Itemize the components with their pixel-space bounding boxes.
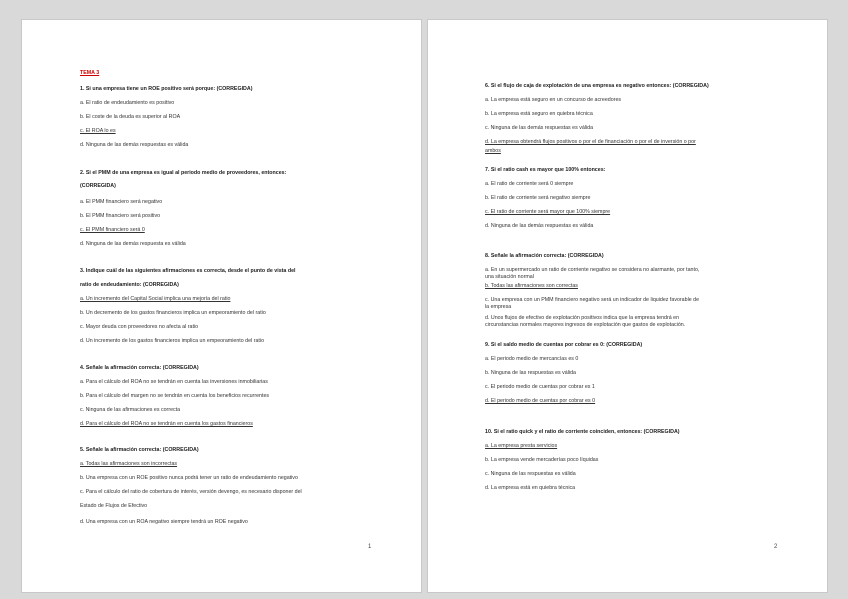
text-line: d. Ninguna de las demás respuestas es válida: [80, 142, 189, 148]
text-line: a. La empresa presta servicios: [485, 443, 558, 449]
text-line: b. El coste de la deuda es superior al ROA: [80, 114, 181, 120]
text-line: b. La empresa vende mercaderías poco líquidas: [485, 457, 599, 463]
text-line: 4. Señale la afirmación correcta: (CORREGIDA): [80, 365, 199, 371]
text-line: c. Ninguna de las demás respuestas es válida: [485, 125, 594, 131]
text-line: d. Ninguna de las demás respuesta es válida: [80, 241, 186, 247]
text-line: c. Una empresa con un PMM financiero negativo será un indicador de liquidez favorable de: [485, 297, 700, 303]
text-line: una situación normal: [485, 274, 534, 280]
text-line: b. Para el cálculo del margen no se tendrán en cuenta los beneficios recurrentes: [80, 393, 270, 399]
text-line: b. El ratio de corriente será negativo siempre: [485, 195, 591, 201]
text-line: a. Un incremento del Capital Social implica una mejoría del ratio: [80, 296, 231, 302]
text-line: c. El ratio de corriente será mayor que 100% siempre: [485, 209, 611, 215]
text-line: b. Ninguna de las respuestas es válida: [485, 370, 576, 376]
text-line: b. La empresa está seguro en quiebra técnica: [485, 111, 593, 117]
text-line: la empresa: [485, 304, 512, 310]
text-line: c. Para el cálculo del ratio de cobertura de interés, versión devengo, es necesario disponer del: [80, 489, 302, 495]
document-page-1: [21, 19, 422, 593]
text-line: 8. Señale la afirmación correcta: (CORREGIDA): [485, 253, 604, 259]
text-line: Estado de Flujos de Efectivo: [80, 503, 148, 509]
text-line: 7. Si el ratio cash es mayor que 100% entonces:: [485, 167, 606, 173]
page-1-content: [22, 20, 421, 592]
text-line: b. Una empresa con un ROE positivo nunca podrá tener un ratio de endeudamiento negativo: [80, 475, 298, 481]
page-number: 1: [368, 544, 372, 550]
document-page-2: [427, 19, 828, 593]
text-line: a. En un supermercado un ratio de corriente negativo se considera no alarmante, por tanto,: [485, 267, 700, 273]
text-line: c. El PMM financiero será 0: [80, 227, 145, 233]
text-line: a. Todas las afirmaciones son incorrectas: [80, 461, 178, 467]
text-line: 1. Si una empresa tiene un ROE positivo será porque: (CORREGIDA): [80, 86, 253, 92]
text-line: ambos: [485, 148, 501, 154]
text-line: d. Ninguna de las demás respuestas es válida: [485, 223, 594, 229]
text-line: a. Para el cálculo del ROA no se tendrán en cuenta las inversiones inmobiliarias: [80, 379, 268, 385]
text-line: c. El ROA lo es: [80, 128, 116, 134]
text-line: d. Unos flujos de efectivo de explotación positivos indica que la empresa tendrá en: [485, 315, 680, 321]
text-line: a. La empresa está seguro en un concurso de acreedores: [485, 97, 622, 103]
text-line: d. La empresa está en quiebra técnica: [485, 485, 576, 491]
text-line: 3. Indique cuál de las siguientes afirmaciones es correcta, desde el punto de vista del: [80, 268, 296, 274]
text-line: b. Todas las afirmaciones son correctas: [485, 283, 578, 289]
text-line: a. El ratio de endeudamiento es positivo: [80, 100, 175, 106]
text-line: 6. Si el flujo de caja de explotación de una empresa es negativo entonces: (CORREGIDA): [485, 83, 709, 89]
text-line: c. Mayor deuda con proveedores no afecta al ratio: [80, 324, 199, 330]
text-line: circunstancias normales mayores ingresos de explotación que gastos de explotación.: [485, 322, 686, 328]
text-line: d. Un incremento de los gastos financieros implica un empeoramiento del ratio: [80, 338, 265, 344]
text-line: a. El ratio de corriente será 0 siempre: [485, 181, 574, 187]
text-line: 9. Si el saldo medio de cuentas por cobrar es 0: (CORREGIDA): [485, 342, 643, 348]
text-line: d. La empresa obtendrá flujos positivos o por el de financiación o por el de inversión o por: [485, 139, 696, 145]
text-line: (CORREGIDA): [80, 183, 116, 189]
text-line: c. Ninguna de las respuestas es válida: [485, 471, 576, 477]
text-line: 5. Señale la afirmación correcta: (CORREGIDA): [80, 447, 199, 453]
text-line: d. Una empresa con un ROA negativo siempre tendrá un ROE negativo: [80, 519, 248, 525]
text-line: a. El PMM financiero será negativo: [80, 199, 163, 205]
text-line: 2. Si el PMM de una empresa es igual al periodo medio de proveedores, entonces:: [80, 170, 287, 176]
text-line: c. Ninguna de las afirmaciones es correcta: [80, 407, 181, 413]
text-line: b. El PMM financiero será positivo: [80, 213, 161, 219]
text-line: d. El periodo medio de cuentas por cobrar es 0: [485, 398, 596, 404]
page-number: 2: [774, 544, 778, 550]
page-2-content: [428, 20, 827, 592]
text-line: c. El periodo medio de cuentas por cobrar es 1: [485, 384, 595, 390]
text-line: ratio de endeudamiento: (CORREGIDA): [80, 282, 179, 288]
text-line: a. El periodo medio de mercancías es 0: [485, 356, 579, 362]
text-line: 10. Si el ratio quick y el ratio de corriente coinciden, entonces: (CORREGIDA): [485, 429, 680, 435]
text-line: b. Un decremento de los gastos financieros implica un empeoramiento del ratio: [80, 310, 266, 316]
text-line: TEMA 3: [80, 70, 100, 76]
text-line: d. Para el cálculo del ROA no se tendrán en cuenta los gastos financieros: [80, 421, 253, 427]
